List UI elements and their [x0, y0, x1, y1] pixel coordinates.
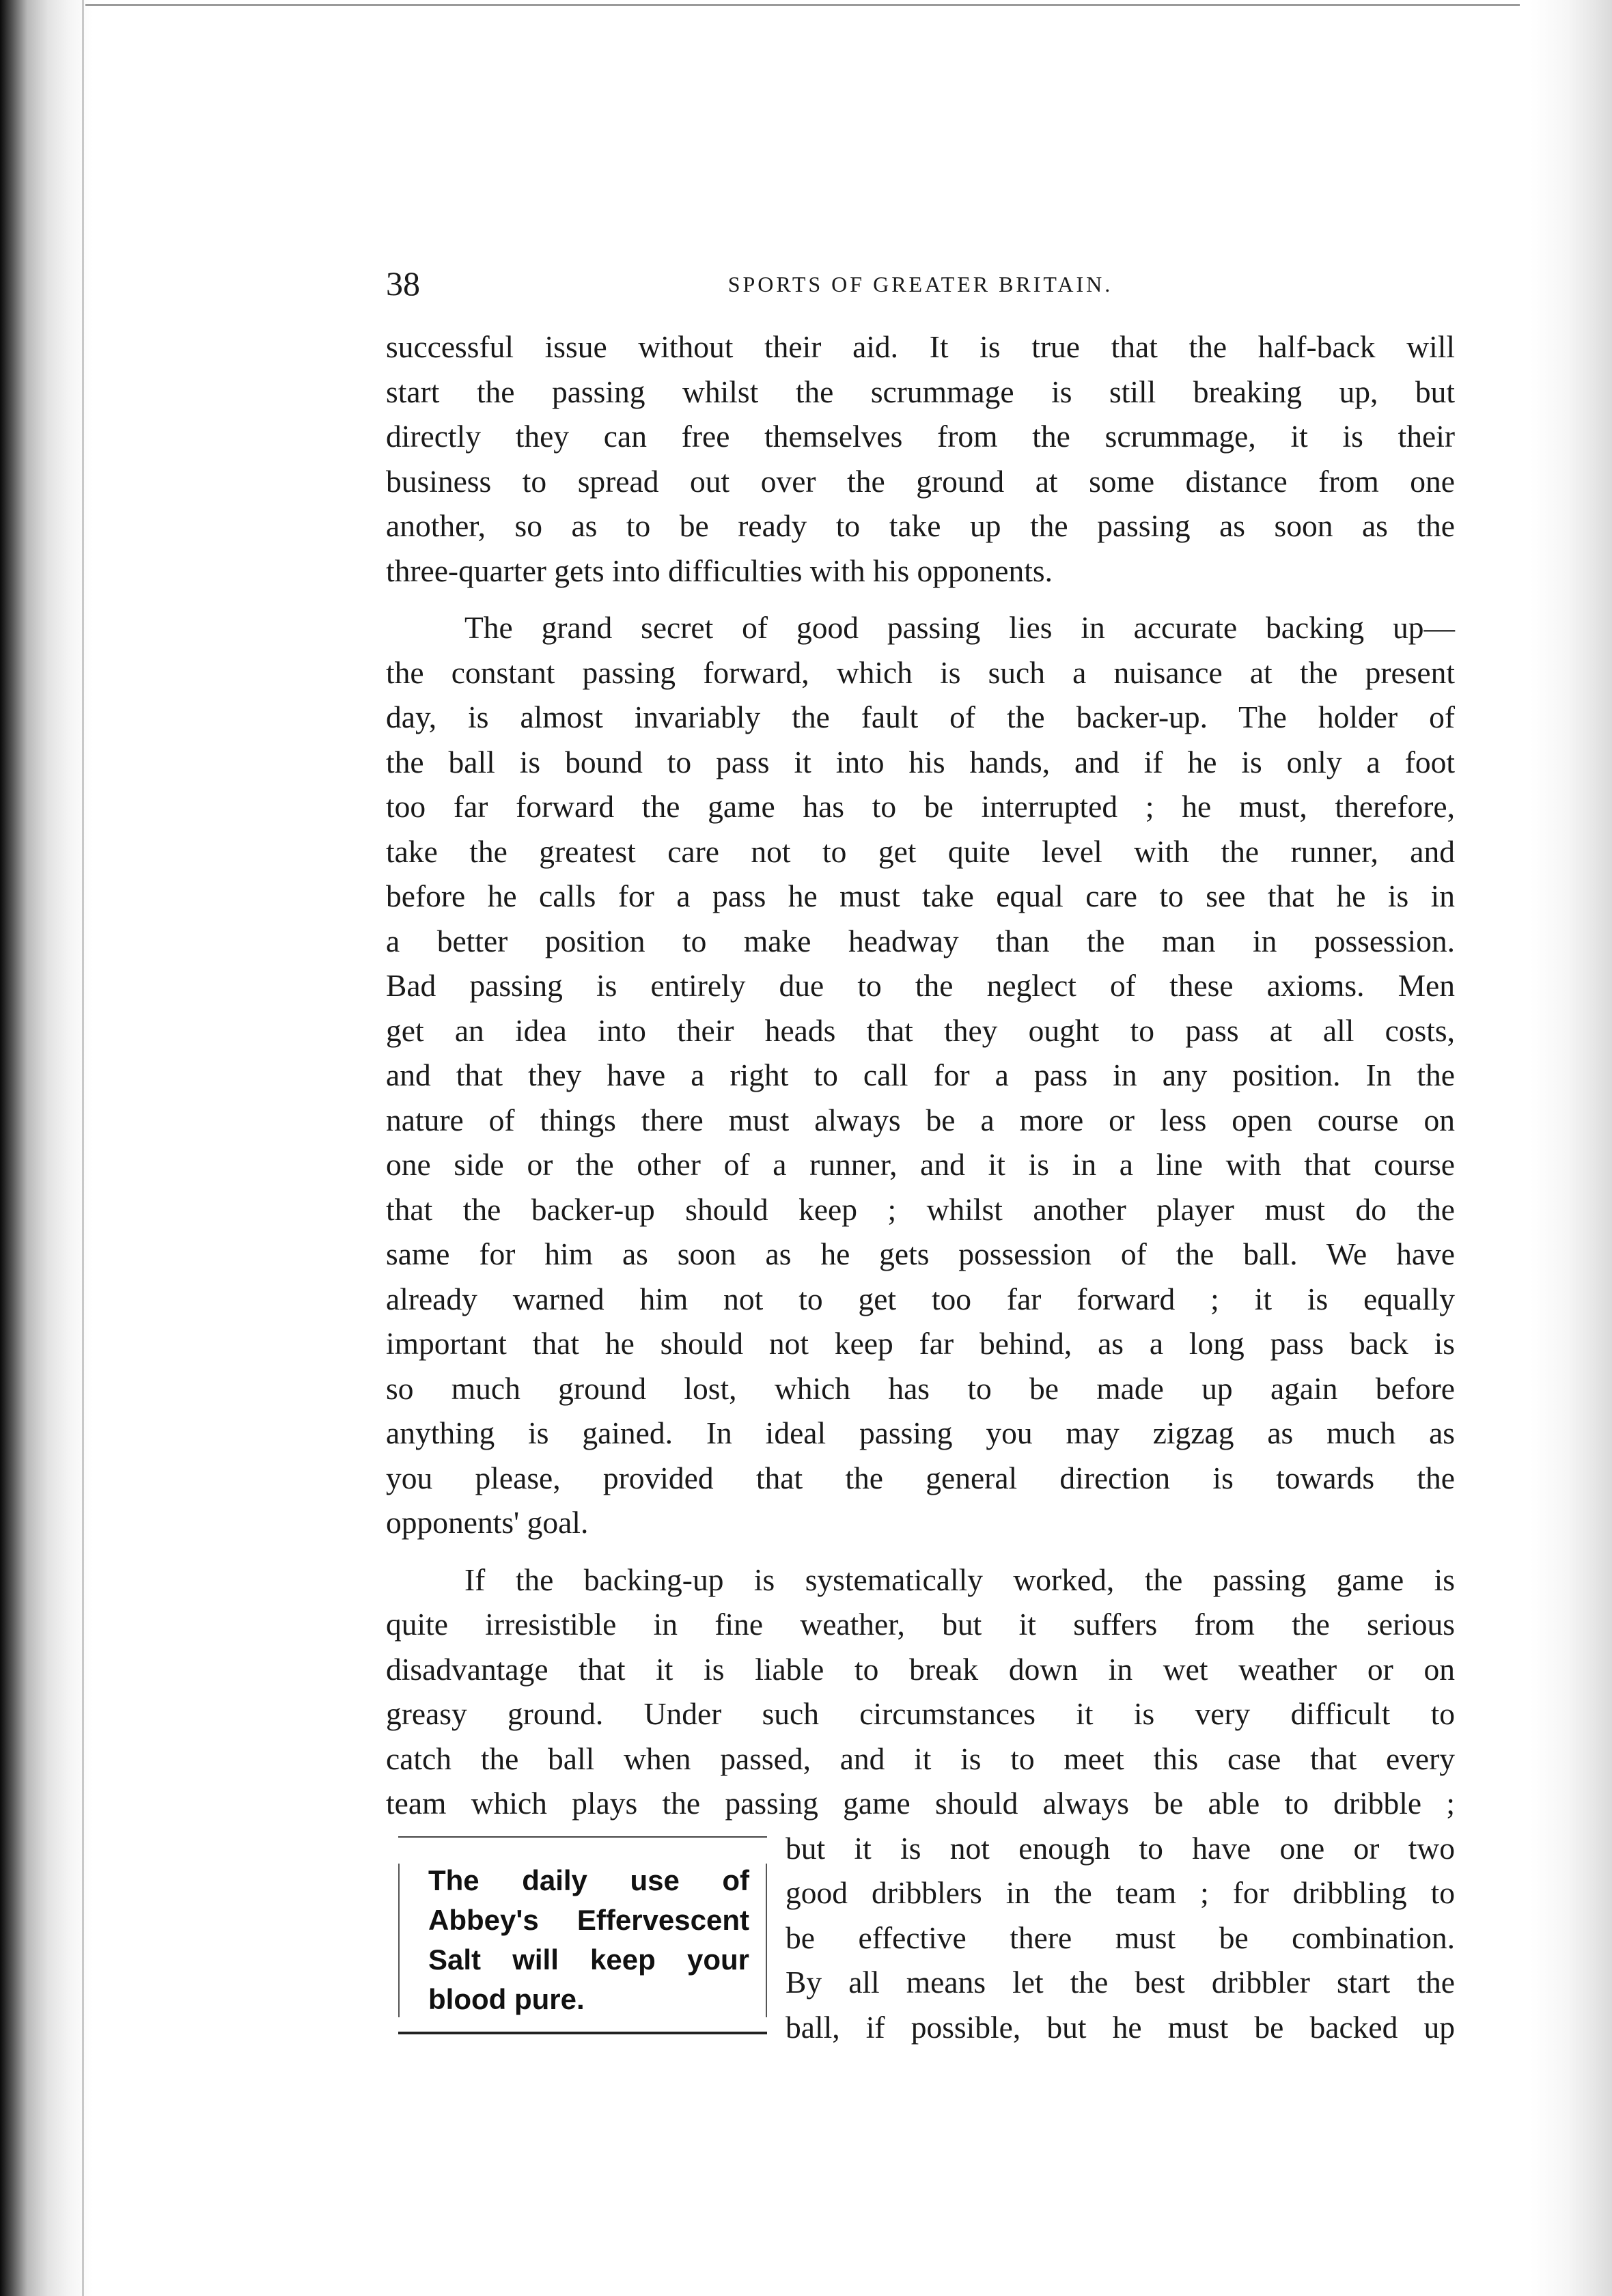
- text-line: too far forward the game has to be interrupted ; he must, therefore,: [386, 789, 1455, 824]
- text-line: so much ground lost, which has to be made up again before: [386, 1370, 1455, 1406]
- text-line: another, so as to be ready to take up the passing as soon as the: [386, 508, 1455, 543]
- paragraph-1: [386, 324, 1455, 593]
- text-line: you please, provided that the general direction is towards the: [386, 1460, 1455, 1495]
- text-line: business to spread out over the ground at some distance from one: [386, 463, 1455, 499]
- text-line: anything is gained. In ideal passing you may zigzag as much as: [386, 1415, 1455, 1450]
- text-line: quite irresistible in fine weather, but it suffers from the serious: [386, 1607, 1455, 1642]
- ad-line: blood pure.: [428, 1983, 585, 2015]
- text-line: important that he should not keep far behind, as a long pass back is: [386, 1326, 1455, 1361]
- text-line: the constant passing forward, which is such a nuisance at the present: [386, 654, 1455, 690]
- text-line: start the passing whilst the scrummage is still breaking up, but: [386, 374, 1455, 409]
- page-binding-edge: [0, 0, 92, 2296]
- text-line: that the backer-up should keep ; whilst another player must do the: [386, 1191, 1455, 1227]
- text-line: ball, if possible, but he must be backed up: [786, 2009, 1455, 2045]
- text-line: already warned him not to get too far forward ; it is equally: [386, 1281, 1455, 1316]
- text-line: successful issue without their aid. It is true that the half-back will: [386, 329, 1455, 364]
- ad-line: The daily use of: [428, 1864, 749, 1896]
- ad-line: Abbey's Effervescent: [428, 1904, 749, 1936]
- text-line: catch the ball when passed, and it is to meet this case that every: [386, 1741, 1455, 1776]
- running-title: SPORTS OF GREATER BRITAIN.: [727, 272, 1113, 296]
- text-line: Bad passing is entirely due to the neglect of these axioms. Men: [386, 968, 1455, 1003]
- advertisement-text: [428, 1861, 749, 2019]
- page-fold-line: [82, 0, 84, 2296]
- text-line: be effective there must be combination.: [786, 1920, 1455, 1955]
- text-line: greasy ground. Under such circumstances it is very difficult to: [386, 1696, 1455, 1731]
- text-line: but it is not enough to have one or two: [786, 1830, 1455, 1866]
- ad-right-rule: [766, 1864, 767, 2017]
- text-line: good dribblers in the team ; for dribbling to: [786, 1875, 1455, 1910]
- text-line: three-quarter gets into difficulties with his opponents.: [386, 553, 1053, 588]
- text-line: same for him as soon as he gets possession of the ball. We have: [386, 1236, 1455, 1271]
- text-line: If the backing-up is systematically worked, the passing game is: [464, 1562, 1455, 1597]
- text-line: before he calls for a pass he must take equal care to see that he is in: [386, 879, 1455, 913]
- text-line: get an idea into their heads that they ought to pass at all costs,: [386, 1012, 1455, 1048]
- page-top-edge: [85, 4, 1520, 6]
- text-line: the ball is bound to pass it into his hands, and if he is only a foot: [386, 744, 1455, 779]
- page-right-edge: [1530, 0, 1612, 2296]
- page-body: [386, 324, 1455, 2049]
- text-line: nature of things there must always be a more or less open course on: [386, 1102, 1455, 1137]
- ad-left-rule: [398, 1864, 400, 2017]
- text-line: opponents' goal.: [386, 1505, 589, 1540]
- ad-bottom-rule: [398, 2032, 767, 2034]
- text-line: a better position to make headway than the man in possession.: [386, 923, 1455, 958]
- text-line: By all means let the best dribbler start the: [786, 1965, 1455, 2000]
- page-header: [386, 263, 1455, 304]
- text-line: team which plays the passing game should always be able to dribble ;: [386, 1786, 1455, 1821]
- text-line: disadvantage that it is liable to break down in wet weather or on: [386, 1651, 1455, 1687]
- ad-top-rule: [398, 1836, 767, 1838]
- advertisement-box: [398, 1836, 767, 2034]
- text-line: and that they have a right to call for a pass in any position. In the: [386, 1057, 1455, 1092]
- text-line: directly they can free themselves from the scrummage, it is their: [386, 419, 1455, 454]
- text-line: The grand secret of good passing lies in accurate backing up—: [464, 610, 1455, 645]
- ad-line: Salt will keep your: [428, 1944, 749, 1976]
- text-line: take the greatest care not to get quite level with the runner, and: [386, 833, 1455, 869]
- text-line: day, is almost invariably the fault of the backer-up. The holder of: [386, 700, 1455, 734]
- text-line: one side or the other of a runner, and it is in a line with that course: [386, 1147, 1455, 1182]
- page-number: 38: [386, 264, 420, 303]
- paragraph-2: [386, 605, 1455, 1545]
